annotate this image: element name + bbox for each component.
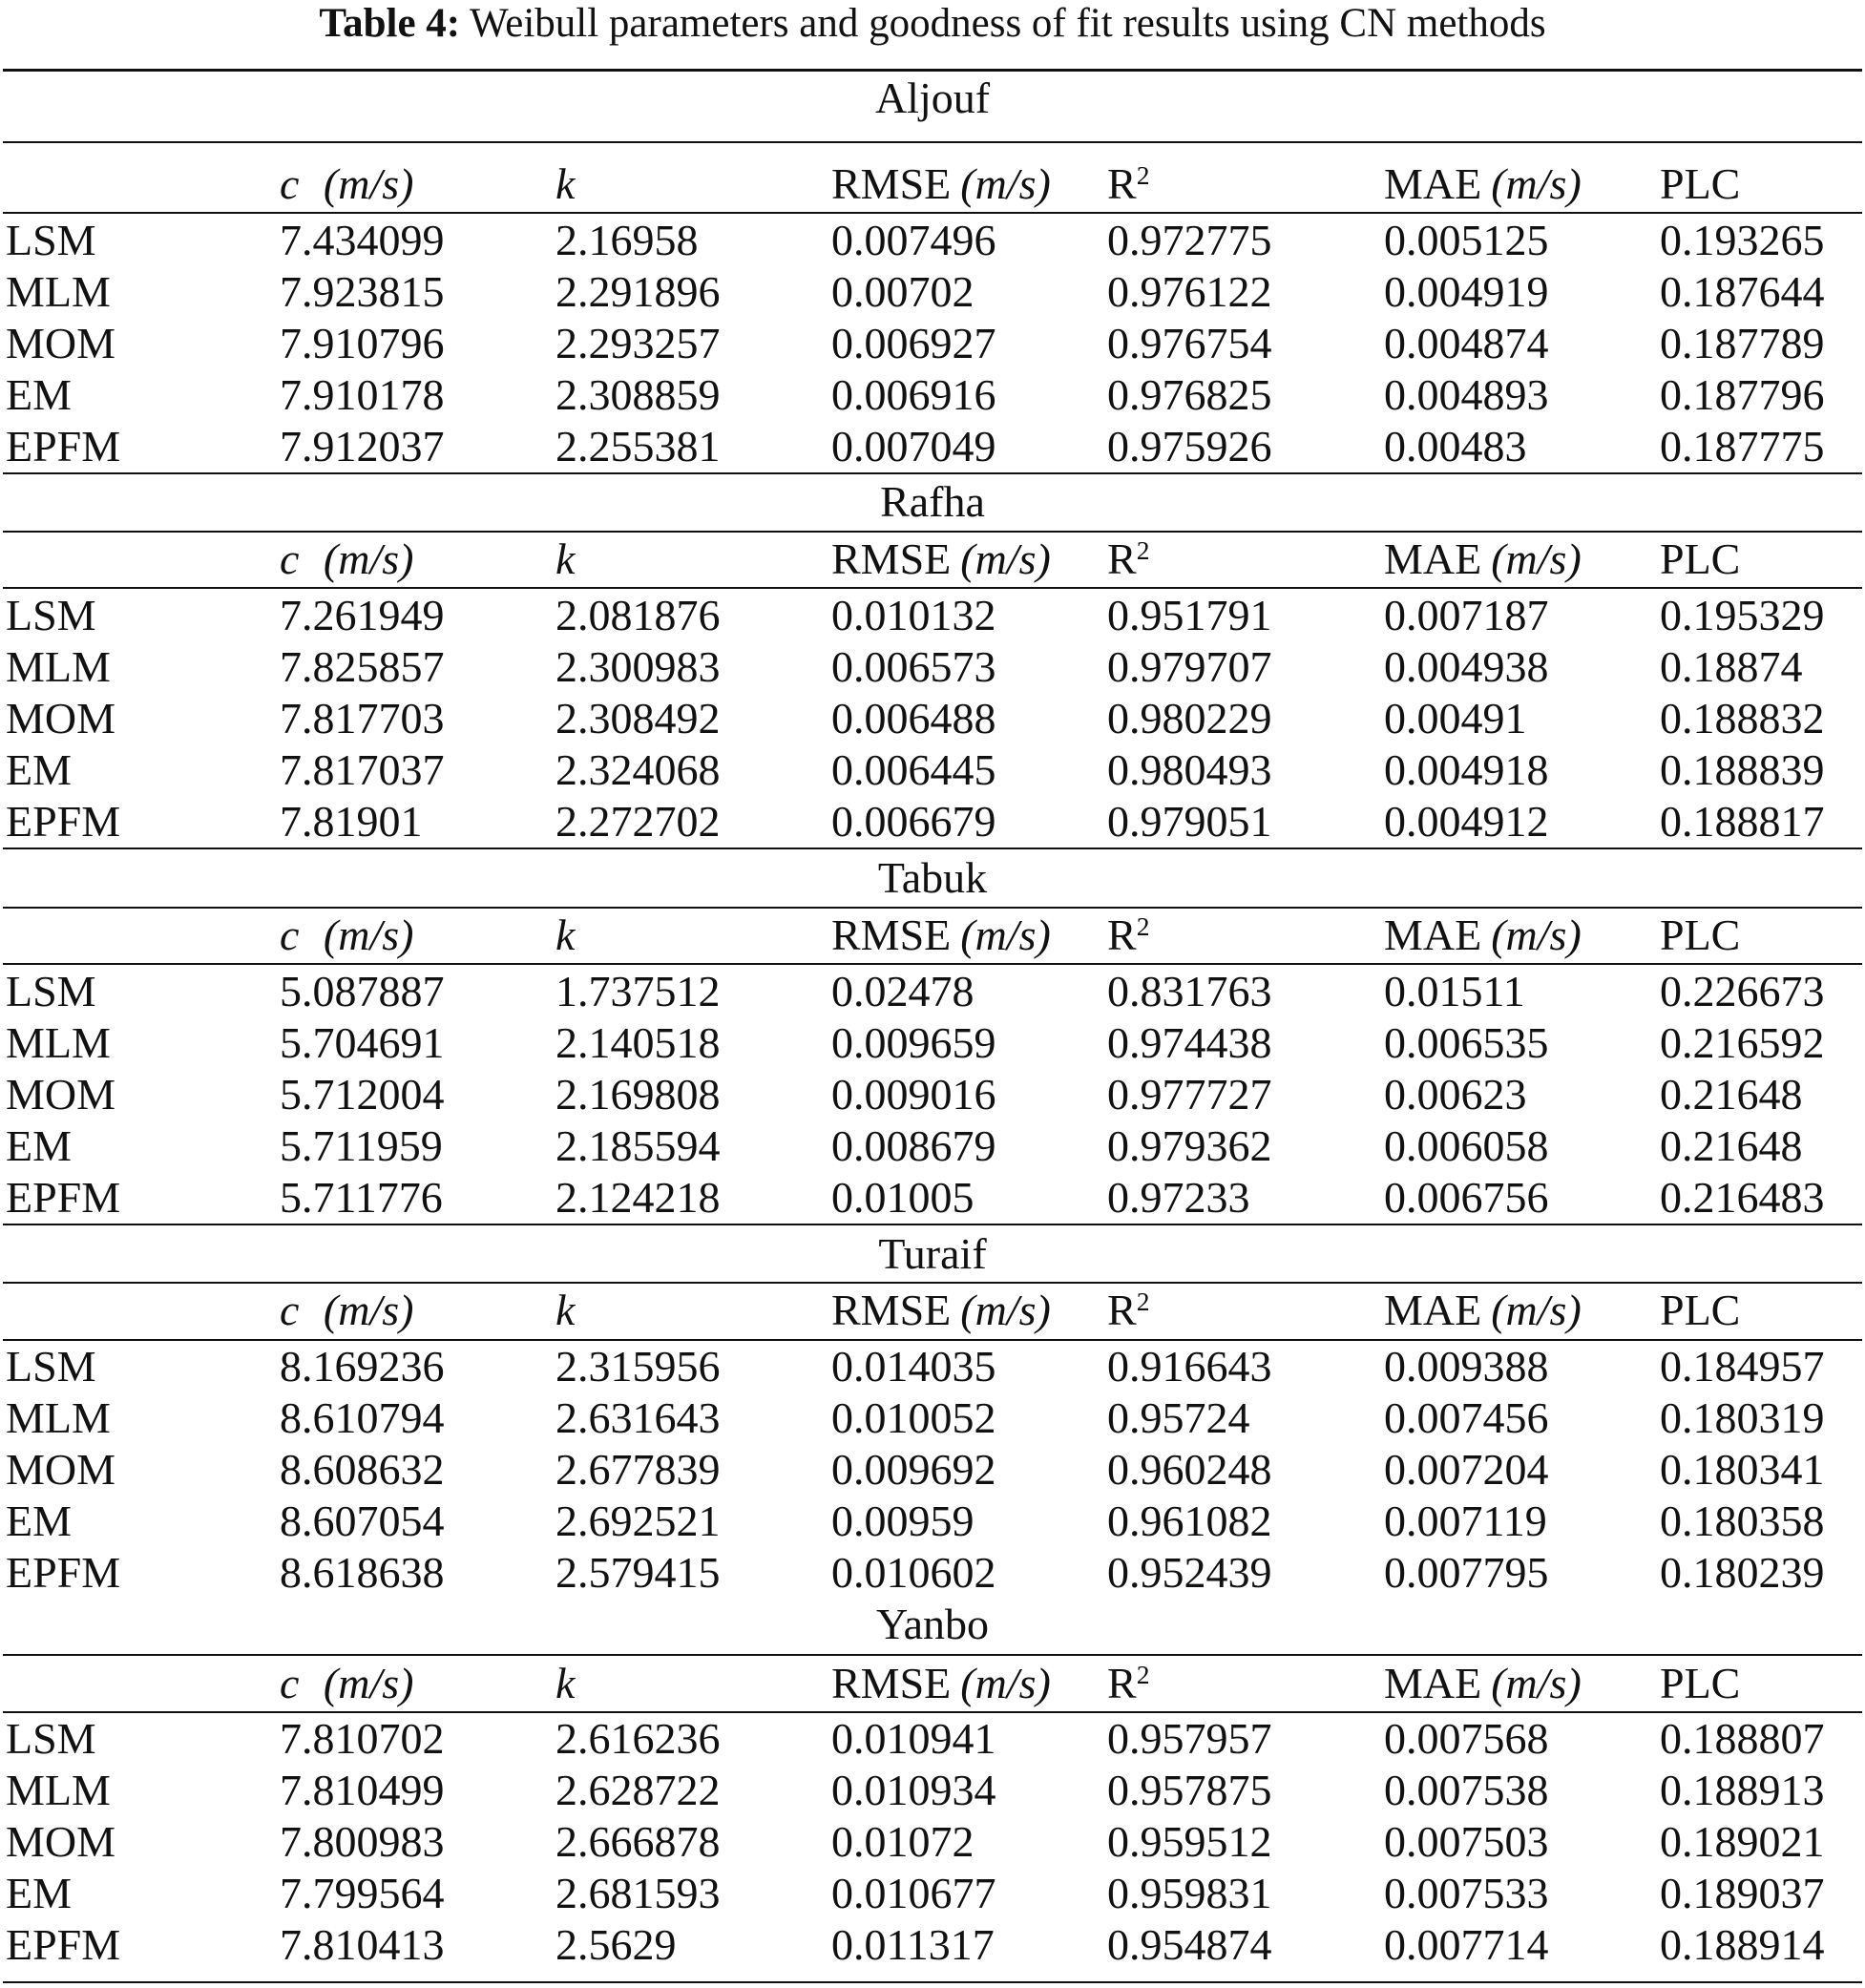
site-name-rule — [3, 141, 1862, 143]
table-row — [0, 215, 1865, 266]
mae-cell: 0.004938 — [1384, 642, 1549, 691]
plc-cell: 0.189037 — [1660, 1869, 1825, 1917]
plc-cell: 0.226673 — [1660, 967, 1825, 1015]
header-k: k — [555, 1659, 576, 1707]
mae-cell: 0.00623 — [1384, 1070, 1527, 1119]
table-row — [0, 966, 1865, 1017]
header-rmse-unit: (m/s) — [960, 1286, 1051, 1334]
rmse-cell: 0.006573 — [831, 642, 996, 691]
header-mae-label: MAE — [1384, 1659, 1482, 1707]
site-name: Aljouf — [874, 73, 991, 122]
table-row — [0, 421, 1865, 472]
plc-cell: 0.187775 — [1660, 422, 1825, 471]
method-cell: EPFM — [6, 797, 121, 846]
c-cell: 8.607054 — [280, 1496, 445, 1545]
method-cell: EPFM — [6, 422, 121, 471]
c-cell: 8.608632 — [280, 1445, 445, 1494]
k-cell: 2.308492 — [555, 694, 721, 743]
c-cell: 7.912037 — [280, 422, 445, 471]
header-rmse-unit: (m/s) — [960, 910, 1051, 959]
header-mae — [1384, 1285, 1582, 1336]
mae-cell: 0.007533 — [1384, 1869, 1549, 1917]
header-rmse-unit: (m/s) — [960, 534, 1051, 583]
header-k: k — [555, 1286, 576, 1334]
method-cell: MOM — [6, 319, 116, 367]
header-plc: PLC — [1660, 534, 1741, 583]
caption-label: Table 4: — [319, 1, 461, 46]
c-cell: 5.711959 — [280, 1121, 443, 1170]
header-r2-sup: 2 — [1136, 159, 1150, 190]
r2-cell: 0.957875 — [1107, 1766, 1272, 1814]
mae-cell: 0.004919 — [1384, 267, 1549, 316]
rmse-cell: 0.010941 — [831, 1714, 996, 1763]
k-cell: 2.315956 — [555, 1342, 721, 1391]
rmse-cell: 0.010052 — [831, 1393, 996, 1442]
plc-cell: 0.180358 — [1660, 1496, 1825, 1545]
rmse-cell: 0.00959 — [831, 1496, 974, 1545]
mae-cell: 0.006756 — [1384, 1173, 1549, 1222]
header-mae-unit: (m/s) — [1491, 1659, 1582, 1707]
site-name: Yanbo — [875, 1600, 990, 1648]
header-r2 — [1107, 534, 1149, 585]
header-c-symbol: c — [280, 159, 300, 208]
k-cell: 2.293257 — [555, 319, 721, 367]
k-cell: 2.272702 — [555, 797, 721, 846]
mae-cell: 0.007538 — [1384, 1766, 1549, 1814]
header-r2-label: R — [1107, 1286, 1137, 1334]
header-r2-label: R — [1107, 1659, 1137, 1707]
r2-cell: 0.916643 — [1107, 1342, 1272, 1391]
header-mae — [1384, 534, 1582, 585]
rmse-cell: 0.010934 — [831, 1766, 996, 1814]
rmse-cell: 0.007049 — [831, 422, 996, 471]
table-row — [0, 1547, 1865, 1599]
rmse-cell: 0.006445 — [831, 745, 996, 794]
mae-cell: 0.007795 — [1384, 1548, 1549, 1597]
plc-cell: 0.188817 — [1660, 797, 1825, 846]
table-row — [0, 590, 1865, 641]
mae-cell: 0.007119 — [1384, 1496, 1547, 1545]
method-cell: EPFM — [6, 1548, 121, 1597]
header-k: k — [555, 159, 576, 208]
rmse-cell: 0.006488 — [831, 694, 996, 743]
method-cell: EPFM — [6, 1173, 121, 1222]
r2-cell: 0.954874 — [1107, 1920, 1272, 1969]
table-row — [0, 693, 1865, 744]
header-c-unit: (m/s) — [323, 159, 414, 208]
header-plc: PLC — [1660, 159, 1741, 208]
mae-cell: 0.00491 — [1384, 694, 1527, 743]
header-r2 — [1107, 1285, 1149, 1336]
method-cell: EM — [6, 1496, 72, 1545]
header-c — [280, 534, 413, 585]
k-cell: 2.666878 — [555, 1817, 721, 1866]
rmse-cell: 0.011317 — [831, 1920, 995, 1969]
method-cell: EM — [6, 1869, 72, 1917]
c-cell: 5.712004 — [280, 1070, 445, 1119]
k-cell: 2.291896 — [555, 267, 721, 316]
plc-cell: 0.184957 — [1660, 1342, 1825, 1391]
header-rule — [3, 212, 1862, 214]
k-cell: 2.308859 — [555, 370, 721, 419]
r2-cell: 0.976825 — [1107, 370, 1272, 419]
header-mae-unit: (m/s) — [1491, 910, 1582, 959]
header-rmse-label: RMSE — [831, 159, 952, 208]
table-row — [0, 1765, 1865, 1816]
mae-cell: 0.006058 — [1384, 1121, 1549, 1170]
r2-cell: 0.980493 — [1107, 745, 1272, 794]
header-rule — [3, 963, 1862, 965]
header-row — [0, 910, 1865, 961]
c-cell: 7.81901 — [280, 797, 423, 846]
header-plc: PLC — [1660, 1286, 1741, 1334]
k-cell: 2.255381 — [555, 422, 721, 471]
rmse-cell: 0.010677 — [831, 1869, 996, 1917]
header-rmse-label: RMSE — [831, 1659, 952, 1707]
header-r2 — [1107, 1658, 1149, 1709]
plc-cell: 0.188839 — [1660, 745, 1825, 794]
mae-cell: 0.004893 — [1384, 370, 1549, 419]
r2-cell: 0.961082 — [1107, 1496, 1272, 1545]
k-cell: 2.616236 — [555, 1714, 721, 1763]
header-mae-unit: (m/s) — [1491, 534, 1582, 583]
header-plc: PLC — [1660, 910, 1741, 959]
table-row — [0, 1341, 1865, 1392]
c-cell: 7.825857 — [280, 642, 445, 691]
header-r2-sup: 2 — [1136, 1286, 1150, 1316]
c-cell: 5.087887 — [280, 967, 445, 1015]
r2-cell: 0.979707 — [1107, 642, 1272, 691]
plc-cell: 0.216592 — [1660, 1018, 1825, 1067]
method-cell: LSM — [6, 967, 96, 1015]
table-row — [0, 1069, 1865, 1120]
header-row — [0, 1658, 1865, 1709]
c-cell: 5.711776 — [280, 1173, 443, 1222]
c-cell: 7.799564 — [280, 1869, 445, 1917]
site-top-rule — [3, 848, 1862, 849]
c-cell: 7.923815 — [280, 267, 445, 316]
rmse-cell: 0.006916 — [831, 370, 996, 419]
mae-cell: 0.004918 — [1384, 745, 1549, 794]
plc-cell: 0.187644 — [1660, 267, 1825, 316]
method-cell: MLM — [6, 1766, 111, 1814]
k-cell: 2.124218 — [555, 1173, 721, 1222]
mae-cell: 0.005125 — [1384, 216, 1549, 264]
method-cell: MOM — [6, 694, 116, 743]
plc-cell: 0.216483 — [1660, 1173, 1825, 1222]
rmse-cell: 0.009016 — [831, 1070, 996, 1119]
r2-cell: 0.976122 — [1107, 267, 1272, 316]
c-cell: 7.817037 — [280, 745, 445, 794]
site-top-rule — [3, 472, 1862, 474]
table-caption — [0, 0, 1865, 48]
k-cell: 2.692521 — [555, 1496, 721, 1545]
site-name-rule — [3, 531, 1862, 533]
header-row — [0, 158, 1865, 210]
header-mae — [1384, 910, 1582, 961]
rmse-cell: 0.006927 — [831, 319, 996, 367]
rmse-cell: 0.007496 — [831, 216, 996, 264]
k-cell: 2.169808 — [555, 1070, 721, 1119]
header-r2-label: R — [1107, 159, 1137, 208]
table-row — [0, 1120, 1865, 1172]
method-cell: EPFM — [6, 1920, 121, 1969]
c-cell: 7.910796 — [280, 319, 445, 367]
caption-text: Weibull parameters and goodness of fit results using CN methods — [470, 1, 1546, 46]
rmse-cell: 0.02478 — [831, 967, 974, 1015]
header-rmse-label: RMSE — [831, 534, 952, 583]
k-cell: 2.081876 — [555, 591, 721, 639]
header-rmse — [831, 534, 1051, 585]
mae-cell: 0.01511 — [1384, 967, 1525, 1015]
header-mae-label: MAE — [1384, 910, 1482, 959]
header-k: k — [555, 534, 576, 583]
r2-cell: 0.977727 — [1107, 1070, 1272, 1119]
rmse-cell: 0.014035 — [831, 1342, 996, 1391]
k-cell: 2.579415 — [555, 1548, 721, 1597]
header-row — [0, 1285, 1865, 1336]
method-cell: MLM — [6, 267, 111, 316]
k-cell: 2.5629 — [555, 1920, 677, 1969]
table-row — [0, 369, 1865, 421]
table-row — [0, 1919, 1865, 1971]
c-cell: 7.817703 — [280, 694, 445, 743]
k-cell: 2.185594 — [555, 1121, 721, 1170]
c-cell: 5.704691 — [280, 1018, 445, 1067]
method-cell: LSM — [6, 1714, 96, 1763]
table-row — [0, 1392, 1865, 1444]
r2-cell: 0.980229 — [1107, 694, 1272, 743]
site-top-rule — [3, 1224, 1862, 1225]
header-row — [0, 534, 1865, 585]
header-c-unit: (m/s) — [323, 910, 414, 959]
plc-cell: 0.187789 — [1660, 319, 1825, 367]
table-row — [0, 1496, 1865, 1547]
header-r2 — [1107, 158, 1149, 210]
c-cell: 7.810413 — [280, 1920, 445, 1969]
header-mae — [1384, 158, 1582, 210]
site-top-rule — [3, 69, 1862, 72]
site-name-rule — [3, 1282, 1862, 1284]
r2-cell: 0.951791 — [1107, 591, 1272, 639]
header-mae-unit: (m/s) — [1491, 1286, 1582, 1334]
plc-cell: 0.195329 — [1660, 591, 1825, 639]
c-cell: 8.610794 — [280, 1393, 445, 1442]
header-mae-label: MAE — [1384, 1286, 1482, 1334]
plc-cell: 0.21648 — [1660, 1121, 1803, 1170]
r2-cell: 0.952439 — [1107, 1548, 1272, 1597]
method-cell: MOM — [6, 1817, 116, 1866]
k-cell: 2.140518 — [555, 1018, 721, 1067]
r2-cell: 0.97233 — [1107, 1173, 1250, 1222]
r2-cell: 0.959831 — [1107, 1869, 1272, 1917]
plc-cell: 0.21648 — [1660, 1070, 1803, 1119]
rmse-cell: 0.009692 — [831, 1445, 996, 1494]
header-c-unit: (m/s) — [323, 534, 414, 583]
method-cell: EM — [6, 1121, 72, 1170]
r2-cell: 0.975926 — [1107, 422, 1272, 471]
r2-cell: 0.95724 — [1107, 1393, 1250, 1442]
site-name: Turaif — [878, 1229, 987, 1278]
table-row — [0, 318, 1865, 369]
plc-cell: 0.193265 — [1660, 216, 1825, 264]
table-row — [0, 1713, 1865, 1765]
rmse-cell: 0.009659 — [831, 1018, 996, 1067]
c-cell: 7.810702 — [280, 1714, 445, 1763]
header-c — [280, 910, 413, 961]
header-c-unit: (m/s) — [323, 1286, 414, 1334]
c-cell: 7.434099 — [280, 216, 445, 264]
r2-cell: 0.976754 — [1107, 319, 1272, 367]
header-c — [280, 1658, 413, 1709]
rmse-cell: 0.010132 — [831, 591, 996, 639]
rmse-cell: 0.01072 — [831, 1817, 974, 1866]
r2-cell: 0.957957 — [1107, 1714, 1272, 1763]
k-cell: 2.300983 — [555, 642, 721, 691]
header-rmse — [831, 1285, 1051, 1336]
header-rmse-label: RMSE — [831, 910, 952, 959]
header-c-symbol: c — [280, 910, 300, 959]
r2-cell: 0.979362 — [1107, 1121, 1272, 1170]
header-rmse-label: RMSE — [831, 1286, 952, 1334]
c-cell: 7.800983 — [280, 1817, 445, 1866]
c-cell: 7.261949 — [280, 591, 445, 639]
header-c — [280, 1285, 413, 1336]
plc-cell: 0.189021 — [1660, 1817, 1825, 1866]
k-cell: 2.16958 — [555, 216, 699, 264]
r2-cell: 0.960248 — [1107, 1445, 1272, 1494]
plc-cell: 0.188832 — [1660, 694, 1825, 743]
mae-cell: 0.007714 — [1384, 1920, 1549, 1969]
header-rmse — [831, 158, 1051, 210]
method-cell: MLM — [6, 642, 111, 691]
table-bottom-rule — [3, 1981, 1862, 1983]
c-cell: 7.910178 — [280, 370, 445, 419]
k-cell: 2.631643 — [555, 1393, 721, 1442]
c-cell: 8.169236 — [280, 1342, 445, 1391]
header-rule — [3, 587, 1862, 589]
mae-cell: 0.006535 — [1384, 1018, 1549, 1067]
header-rmse-unit: (m/s) — [960, 1659, 1051, 1707]
r2-cell: 0.972775 — [1107, 216, 1272, 264]
k-cell: 2.677839 — [555, 1445, 721, 1494]
method-cell: EM — [6, 745, 72, 794]
header-r2-sup: 2 — [1136, 910, 1150, 941]
plc-cell: 0.187796 — [1660, 370, 1825, 419]
header-r2-sup: 2 — [1136, 534, 1150, 565]
header-mae-label: MAE — [1384, 159, 1482, 208]
mae-cell: 0.007503 — [1384, 1817, 1549, 1866]
c-cell: 8.618638 — [280, 1548, 445, 1597]
rmse-cell: 0.01005 — [831, 1173, 974, 1222]
method-cell: MOM — [6, 1445, 116, 1494]
mae-cell: 0.007204 — [1384, 1445, 1549, 1494]
header-plc: PLC — [1660, 1659, 1741, 1707]
plc-cell: 0.180341 — [1660, 1445, 1825, 1494]
r2-cell: 0.974438 — [1107, 1018, 1272, 1067]
method-cell: LSM — [6, 591, 96, 639]
table-row — [0, 744, 1865, 796]
header-c-symbol: c — [280, 1286, 300, 1334]
table-row — [0, 1017, 1865, 1069]
plc-cell: 0.188914 — [1660, 1920, 1825, 1969]
method-cell: EM — [6, 370, 72, 419]
header-k: k — [555, 910, 576, 959]
mae-cell: 0.004912 — [1384, 797, 1549, 846]
method-cell: MOM — [6, 1070, 116, 1119]
site-name: Tabuk — [877, 853, 988, 902]
mae-cell: 0.007456 — [1384, 1393, 1549, 1442]
rmse-cell: 0.00702 — [831, 267, 974, 316]
mae-cell: 0.004874 — [1384, 319, 1549, 367]
header-mae — [1384, 1658, 1582, 1709]
table-row — [0, 1444, 1865, 1496]
method-cell: MLM — [6, 1393, 111, 1442]
k-cell: 2.628722 — [555, 1766, 721, 1814]
header-mae-label: MAE — [1384, 534, 1482, 583]
method-cell: LSM — [6, 216, 96, 264]
r2-cell: 0.959512 — [1107, 1817, 1272, 1866]
header-rmse-unit: (m/s) — [960, 159, 1051, 208]
site-name-rule — [3, 907, 1862, 909]
mae-cell: 0.007568 — [1384, 1714, 1549, 1763]
mae-cell: 0.009388 — [1384, 1342, 1549, 1391]
header-rmse — [831, 910, 1051, 961]
plc-cell: 0.188913 — [1660, 1766, 1825, 1814]
plc-cell: 0.180319 — [1660, 1393, 1825, 1442]
rmse-cell: 0.010602 — [831, 1548, 996, 1597]
plc-cell: 0.18874 — [1660, 642, 1803, 691]
header-r2 — [1107, 910, 1149, 961]
table-row — [0, 1868, 1865, 1919]
header-r2-sup: 2 — [1136, 1659, 1150, 1689]
site-name-rule — [3, 1654, 1862, 1656]
header-c — [280, 158, 413, 210]
r2-cell: 0.831763 — [1107, 967, 1272, 1015]
site-name: Rafha — [880, 477, 985, 526]
header-rmse — [831, 1658, 1051, 1709]
table-row — [0, 1172, 1865, 1224]
plc-cell: 0.180239 — [1660, 1548, 1825, 1597]
c-cell: 7.810499 — [280, 1766, 445, 1814]
method-cell: LSM — [6, 1342, 96, 1391]
table-row — [0, 796, 1865, 848]
header-c-symbol: c — [280, 534, 300, 583]
method-cell: MLM — [6, 1018, 111, 1067]
table-row — [0, 1816, 1865, 1868]
rmse-cell: 0.008679 — [831, 1121, 996, 1170]
table-row — [0, 266, 1865, 318]
mae-cell: 0.007187 — [1384, 591, 1549, 639]
rmse-cell: 0.006679 — [831, 797, 996, 846]
header-r2-label: R — [1107, 910, 1137, 959]
header-r2-label: R — [1107, 534, 1137, 583]
header-c-unit: (m/s) — [323, 1659, 414, 1707]
plc-cell: 0.188807 — [1660, 1714, 1825, 1763]
table-row — [0, 641, 1865, 693]
header-mae-unit: (m/s) — [1491, 159, 1582, 208]
k-cell: 1.737512 — [555, 967, 721, 1015]
k-cell: 2.324068 — [555, 745, 721, 794]
r2-cell: 0.979051 — [1107, 797, 1272, 846]
k-cell: 2.681593 — [555, 1869, 721, 1917]
header-c-symbol: c — [280, 1659, 300, 1707]
mae-cell: 0.00483 — [1384, 422, 1527, 471]
